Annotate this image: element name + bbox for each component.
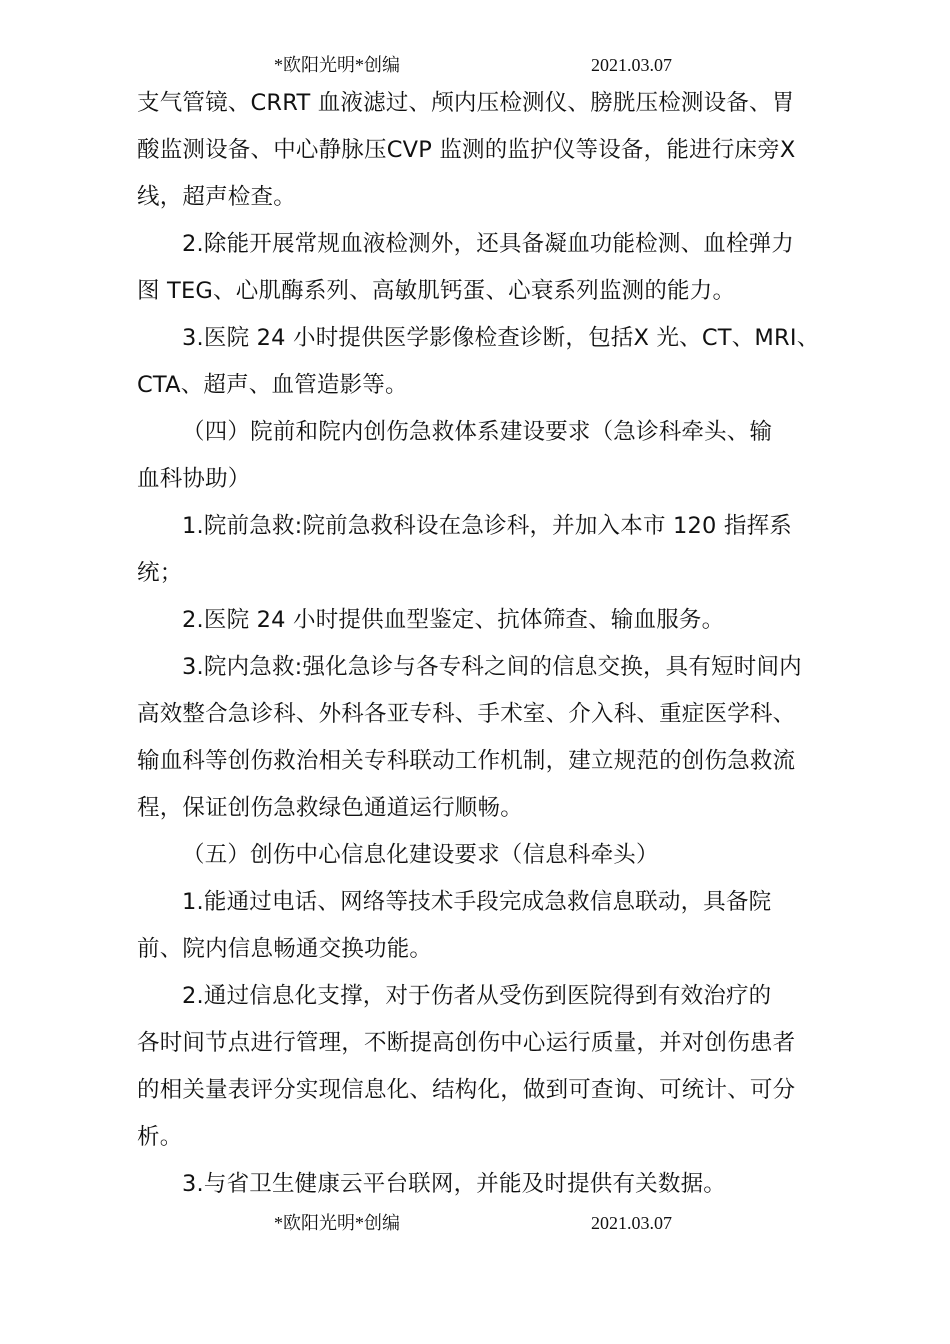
footer-date: 2021.03.07: [591, 1213, 672, 1233]
text-line: CTA、超声、血管造影等。: [137, 372, 408, 398]
paragraph-start-line: 1.院前急救:院前急救科设在急诊科，并加入本市 120 指挥系: [182, 513, 792, 539]
document-body: [137, 80, 820, 1208]
text-line: 酸监测设备、中心静脉压CVP 监测的监护仪等设备，能进行床旁X: [137, 137, 796, 163]
text-line: 析。: [137, 1124, 183, 1150]
section-heading-line: 血科协助）: [137, 466, 251, 492]
paragraph-start-line: 3.与省卫生健康云平台联网，并能及时提供有关数据。: [182, 1171, 726, 1197]
text-line: 图 TEG、心肌酶系列、高敏肌钙蛋、心衰系列监测的能力。: [137, 278, 736, 304]
text-line: 程，保证创伤急救绿色通道运行顺畅。: [137, 795, 523, 821]
text-line: 各时间节点进行管理，不断提高创伤中心运行质量，并对创伤患者: [137, 1030, 796, 1056]
text-line: 高效整合急诊科、外科各亚专科、手术室、介入科、重症医学科、: [137, 701, 796, 727]
paragraph-start-line: 2.通过信息化支撑，对于伤者从受伤到医院得到有效治疗的: [182, 983, 772, 1009]
paragraph-start-line: 3.医院 24 小时提供医学影像检查诊断，包括X 光、CT、MRI、: [182, 325, 820, 351]
text-line: 线，超声检查。: [137, 184, 296, 210]
text-line: 输血科等创伤救治相关专科联动工作机制，建立规范的创伤急救流: [137, 748, 796, 774]
section-heading-line: （五）创伤中心信息化建设要求（信息科牵头）: [182, 842, 659, 868]
paragraph-start-line: 2.除能开展常规血液检测外，还具备凝血功能检测、血栓弹力: [182, 231, 795, 257]
text-line: 统；: [137, 560, 183, 586]
paragraph-start-line: 1.能通过电话、网络等技术手段完成急救信息联动，具备院: [182, 889, 772, 915]
paragraph-start-line: 3.院内急救:强化急诊与各专科之间的信息交换，具有短时间内: [182, 654, 802, 680]
text-line: 支气管镜、CRRT 血液滤过、颅内压检测仪、膀胱压检测设备、胃: [137, 90, 795, 116]
header-date: 2021.03.07: [591, 55, 672, 75]
footer-author: *欧阳光明*创编: [274, 1213, 400, 1233]
text-line: 前、院内信息畅通交换功能。: [137, 936, 433, 962]
header-author: *欧阳光明*创编: [274, 55, 400, 75]
paragraph-start-line: 2.医院 24 小时提供血型鉴定、抗体筛查、输血服务。: [182, 607, 725, 633]
text-line: 的相关量表评分实现信息化、结构化，做到可查询、可统计、可分: [137, 1077, 796, 1103]
section-heading-line: （四）院前和院内创伤急救体系建设要求（急诊科牵头、输: [182, 419, 773, 445]
